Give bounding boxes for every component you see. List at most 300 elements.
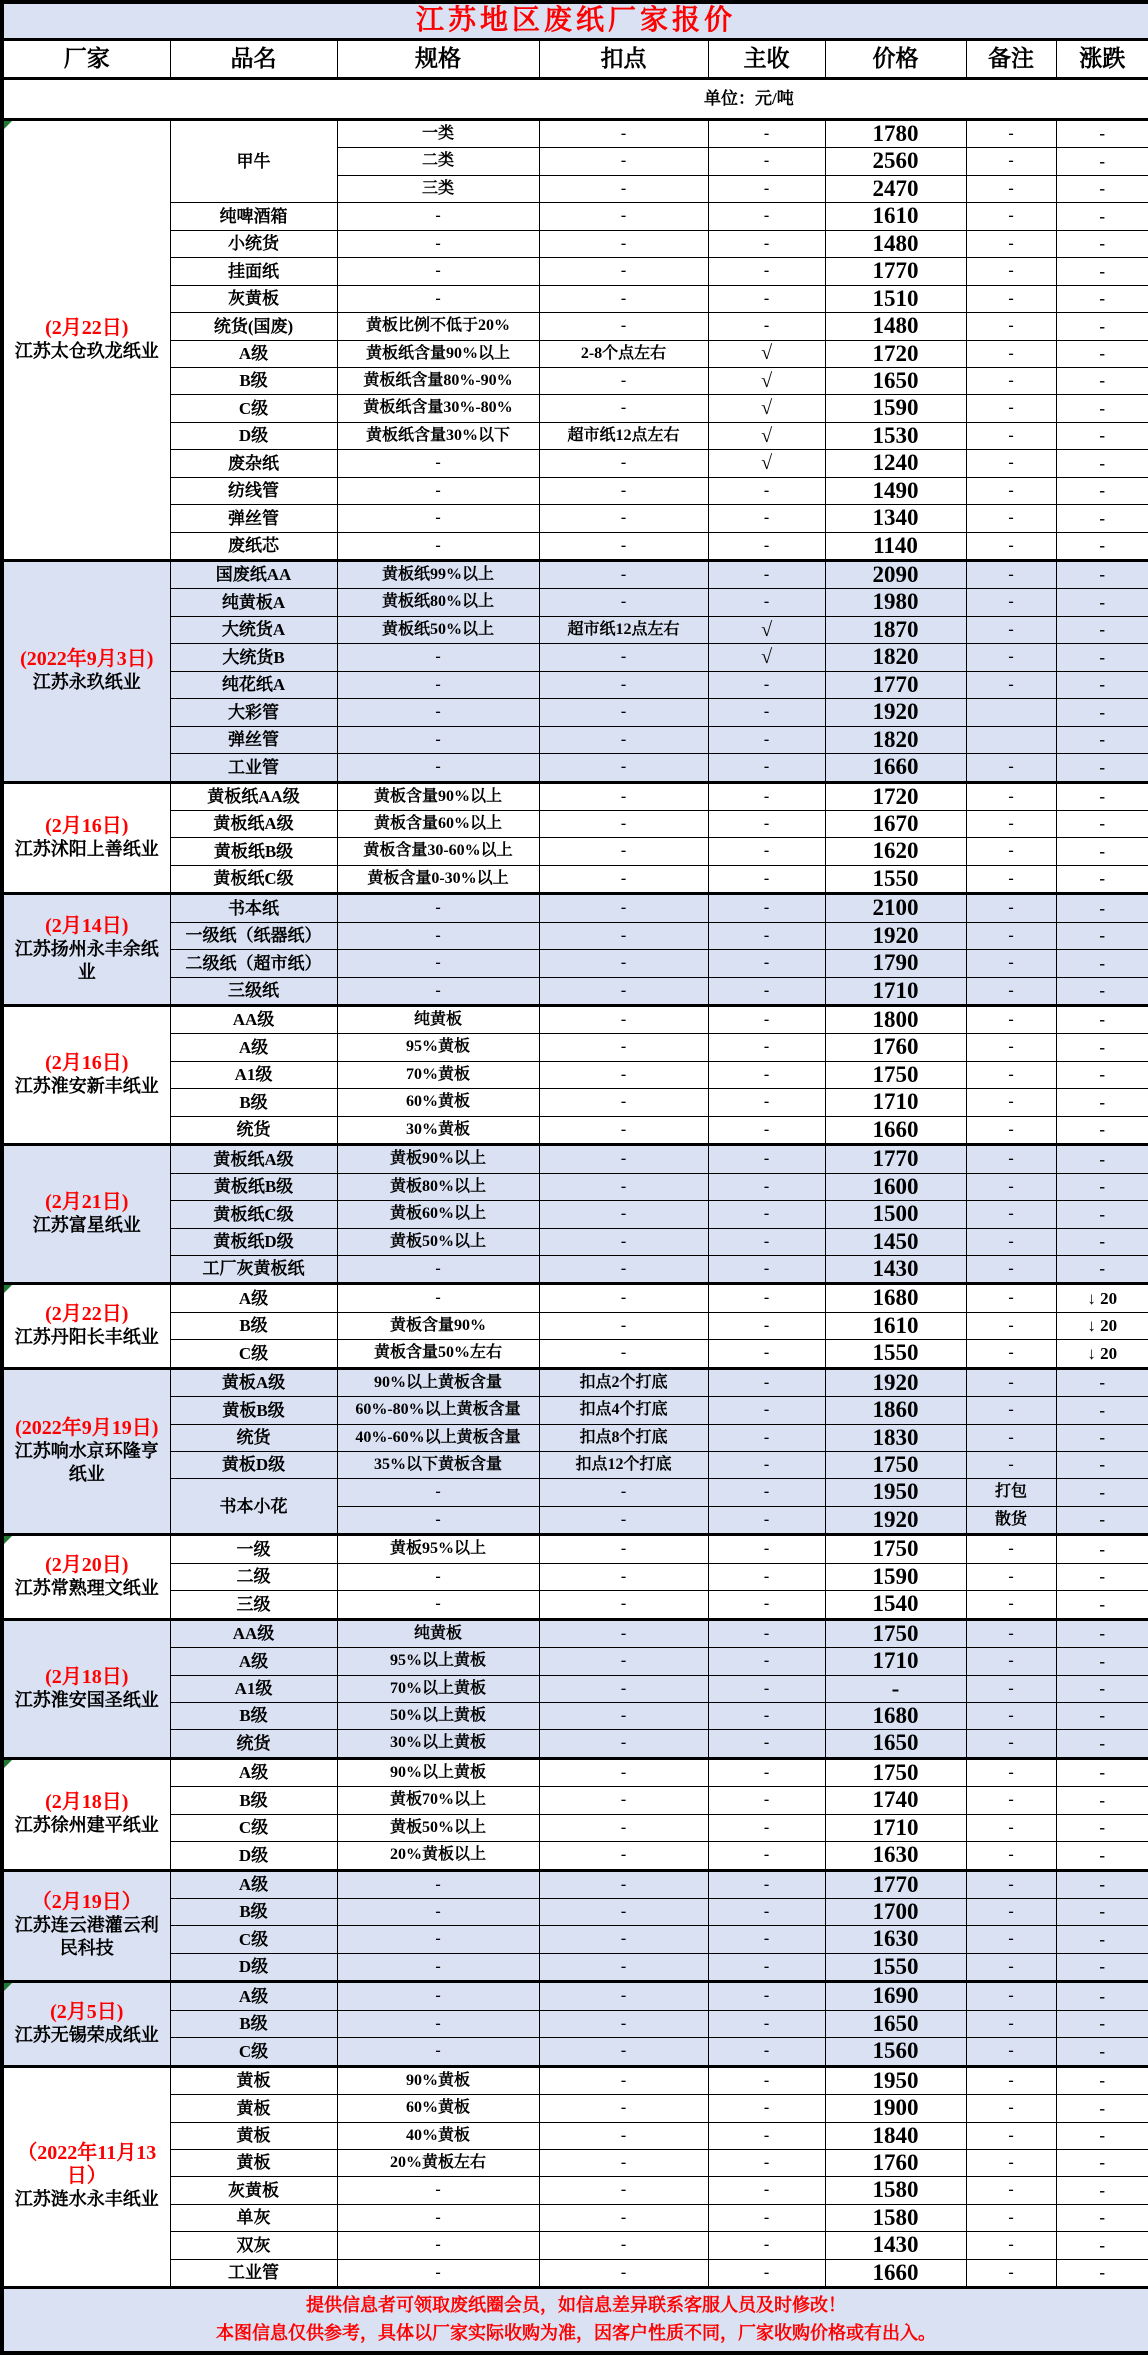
spec-cell: 黄板含量90%以上	[337, 782, 539, 810]
product-cell: 黄板	[170, 2122, 337, 2149]
main-collect-cell: -	[708, 2095, 825, 2122]
spec-cell: -	[337, 922, 539, 949]
deduction-cell: -	[539, 1758, 708, 1786]
factory-cell	[2, 1145, 170, 1284]
price-cell: 1140	[825, 532, 966, 560]
product-cell: B级	[170, 367, 337, 394]
change-cell: -	[1056, 1926, 1148, 1953]
price-cell: 1920	[825, 1368, 966, 1396]
change-cell: -	[1056, 1870, 1148, 1898]
price-cell: 1580	[825, 2177, 966, 2204]
price-cell: 1650	[825, 1730, 966, 1758]
price-cell: 1770	[825, 258, 966, 285]
deduction-cell: -	[539, 699, 708, 726]
main-collect-cell: -	[708, 1061, 825, 1088]
note-cell: 散货	[966, 1506, 1056, 1534]
change-cell: -	[1056, 505, 1148, 532]
main-collect-cell: -	[708, 1452, 825, 1479]
product-cell: A1级	[170, 1675, 337, 1702]
spec-cell: -	[337, 203, 539, 230]
factory-name: 江苏富星纸业	[32, 1215, 141, 1236]
note-cell: -	[966, 2010, 1056, 2037]
price-cell: 1920	[825, 1506, 966, 1534]
main-collect-cell: -	[708, 1675, 825, 1702]
price-cell: 1550	[825, 865, 966, 893]
deduction-cell: -	[539, 1648, 708, 1675]
col-header-product: 品名	[170, 40, 337, 79]
deduction-cell: -	[539, 2232, 708, 2259]
quote-row	[2, 1814, 1148, 1841]
product-cell: A1级	[170, 1061, 337, 1088]
product-cell: 小统货	[170, 230, 337, 257]
note-cell: -	[966, 838, 1056, 865]
quote-row	[2, 203, 1148, 230]
deduction-cell: 扣点4个打底	[539, 1397, 708, 1424]
deduction-cell: -	[539, 1340, 708, 1368]
factory-name: 江苏永玖纸业	[32, 672, 141, 693]
factory-name: 江苏连云港灌云利民科技	[14, 1915, 159, 1959]
product-cell: 黄板纸AA级	[170, 782, 337, 810]
price-cell: 1760	[825, 2149, 966, 2176]
product-cell: D级	[170, 1842, 337, 1870]
note-cell: -	[966, 120, 1056, 148]
factory-name: 江苏常熟理文纸业	[14, 1577, 159, 1598]
factory-name: 江苏沭阳上善纸业	[14, 838, 159, 859]
deduction-cell: -	[539, 838, 708, 865]
quote-row	[2, 1284, 1148, 1312]
price-cell: 1610	[825, 203, 966, 230]
change-cell: -	[1056, 1479, 1148, 1506]
main-collect-cell: -	[708, 2177, 825, 2204]
price-cell: -	[825, 1675, 966, 1702]
spec-cell: -	[337, 1506, 539, 1534]
product-cell: 统货	[170, 1730, 337, 1758]
main-collect-cell: -	[708, 894, 825, 922]
note-cell: -	[966, 561, 1056, 589]
note-cell: -	[966, 1089, 1056, 1116]
column-header-row	[2, 40, 1148, 79]
note-cell: -	[966, 1563, 1056, 1590]
change-cell: -	[1056, 1842, 1148, 1870]
product-cell: 黄板D级	[170, 1452, 337, 1479]
spec-cell: 黄板含量30-60%以上	[337, 838, 539, 865]
price-cell: 1710	[825, 1648, 966, 1675]
factory-name: 江苏涟水永丰纸业	[14, 2189, 159, 2210]
quote-row	[2, 1255, 1148, 1283]
spec-cell: 黄板含量60%以上	[337, 810, 539, 837]
deduction-cell: -	[539, 1284, 708, 1312]
spec-cell: 90%以上黄板	[337, 1758, 539, 1786]
change-cell: -	[1056, 1089, 1148, 1116]
factory-block	[2, 120, 1148, 561]
product-cell: B级	[170, 1787, 337, 1814]
spec-cell: 黄板纸含量30%-80%	[337, 395, 539, 422]
title-row	[2, 2, 1148, 40]
deduction-cell: -	[539, 1563, 708, 1590]
note-cell: -	[966, 1591, 1056, 1619]
note-cell: -	[966, 2204, 1056, 2231]
deduction-cell: -	[539, 1899, 708, 1926]
change-cell: -	[1056, 671, 1148, 698]
price-cell: 1590	[825, 1563, 966, 1590]
spec-cell: 纯黄板	[337, 1006, 539, 1034]
change-cell: -	[1056, 782, 1148, 810]
quote-row	[2, 505, 1148, 532]
price-cell: 1900	[825, 2095, 966, 2122]
product-cell: 统货(国废)	[170, 313, 337, 340]
note-cell: -	[966, 2177, 1056, 2204]
unit-cell	[2, 79, 1148, 120]
quote-date: (2022年9月19日)	[15, 1416, 159, 1439]
spec-cell: 黄板50%以上	[337, 1228, 539, 1255]
product-cell: 大统货A	[170, 616, 337, 643]
quote-row	[2, 1702, 1148, 1729]
price-cell: 1680	[825, 1702, 966, 1729]
product-cell: 弹丝管	[170, 505, 337, 532]
deduction-cell: -	[539, 644, 708, 671]
change-cell: -	[1056, 230, 1148, 257]
note-cell: -	[966, 1312, 1056, 1339]
price-cell: 1540	[825, 1591, 966, 1619]
change-cell: -	[1056, 2010, 1148, 2037]
price-cell: 1720	[825, 340, 966, 367]
price-cell: 1710	[825, 1089, 966, 1116]
main-collect-cell: -	[708, 810, 825, 837]
deduction-cell: -	[539, 230, 708, 257]
spec-cell: 70%以上黄板	[337, 1675, 539, 1702]
note-cell: -	[966, 671, 1056, 698]
quote-row	[2, 894, 1148, 922]
change-cell: -	[1056, 699, 1148, 726]
deduction-cell: -	[539, 2095, 708, 2122]
product-cell: A级	[170, 1034, 337, 1061]
change-cell: -	[1056, 1702, 1148, 1729]
spec-cell: -	[337, 894, 539, 922]
change-cell: -	[1056, 2232, 1148, 2259]
product-cell: 灰黄板	[170, 285, 337, 312]
quote-row	[2, 838, 1148, 865]
sheet-title-cell	[2, 2, 1148, 40]
deduction-cell: -	[539, 1173, 708, 1200]
product-cell: 统货	[170, 1116, 337, 1144]
main-collect-cell: -	[708, 1424, 825, 1451]
quote-row	[2, 2204, 1148, 2231]
product-cell: 书本纸	[170, 894, 337, 922]
price-cell: 1550	[825, 1340, 966, 1368]
factory-block	[2, 1619, 1148, 1758]
deduction-cell: -	[539, 313, 708, 340]
factory-name: 江苏丹阳长丰纸业	[14, 1326, 159, 1347]
quote-date: (2月20日)	[45, 1553, 129, 1576]
quote-row	[2, 422, 1148, 449]
change-cell: -	[1056, 2204, 1148, 2231]
deduction-cell: -	[539, 782, 708, 810]
quote-date: (2月16日)	[45, 1051, 129, 1074]
spec-cell: -	[337, 2010, 539, 2037]
change-cell: -	[1056, 532, 1148, 560]
deduction-cell: 扣点2个打底	[539, 1368, 708, 1396]
note-cell: -	[966, 1340, 1056, 1368]
product-cell: 黄板B级	[170, 1397, 337, 1424]
change-cell: -	[1056, 922, 1148, 949]
spec-cell: -	[337, 2177, 539, 2204]
quote-row	[2, 616, 1148, 643]
deduction-cell: -	[539, 1842, 708, 1870]
change-cell: -	[1056, 2038, 1148, 2066]
quote-row	[2, 2095, 1148, 2122]
price-cell: 1510	[825, 285, 966, 312]
spec-cell: -	[337, 726, 539, 753]
price-cell: 1860	[825, 1397, 966, 1424]
spec-cell: 黄板纸50%以上	[337, 616, 539, 643]
deduction-cell: -	[539, 532, 708, 560]
change-cell: -	[1056, 1255, 1148, 1283]
spec-cell: -	[337, 1870, 539, 1898]
price-cell: 1770	[825, 671, 966, 698]
spec-cell: -	[337, 230, 539, 257]
note-cell: -	[966, 1619, 1056, 1647]
price-cell: 1750	[825, 1535, 966, 1563]
note-cell: -	[966, 1535, 1056, 1563]
main-collect-cell: -	[708, 313, 825, 340]
quote-row	[2, 1145, 1148, 1173]
note-cell: -	[966, 1899, 1056, 1926]
spec-cell: -	[337, 2038, 539, 2066]
change-cell: -	[1056, 1228, 1148, 1255]
col-header-deduction: 扣点	[539, 40, 708, 79]
spec-cell: 60%黄板	[337, 1089, 539, 1116]
quote-row	[2, 313, 1148, 340]
price-cell: 1950	[825, 1479, 966, 1506]
spec-cell: -	[337, 532, 539, 560]
main-collect-cell: -	[708, 1397, 825, 1424]
factory-block	[2, 1145, 1148, 1284]
product-cell: 一级	[170, 1535, 337, 1563]
note-cell: -	[966, 450, 1056, 477]
change-cell: -	[1056, 1758, 1148, 1786]
product-cell: 挂面纸	[170, 258, 337, 285]
spec-cell: 95%以上黄板	[337, 1648, 539, 1675]
product-cell: 黄板纸A级	[170, 810, 337, 837]
deduction-cell: 扣点12个打底	[539, 1452, 708, 1479]
factory-block	[2, 1368, 1148, 1535]
price-cell: 1980	[825, 589, 966, 616]
product-cell: A级	[170, 1284, 337, 1312]
deduction-cell: -	[539, 120, 708, 148]
deduction-cell: -	[539, 1145, 708, 1173]
spec-cell: 黄板纸含量90%以上	[337, 340, 539, 367]
spec-cell: -	[337, 644, 539, 671]
deduction-cell: -	[539, 1006, 708, 1034]
factory-block	[2, 561, 1148, 783]
product-cell: C级	[170, 1814, 337, 1841]
quote-row	[2, 1787, 1148, 1814]
change-cell: -	[1056, 120, 1148, 148]
quote-row	[2, 285, 1148, 312]
deduction-cell: 2-8个点左右	[539, 340, 708, 367]
quote-row	[2, 1397, 1148, 1424]
quote-row	[2, 367, 1148, 394]
deduction-cell: -	[539, 561, 708, 589]
main-collect-cell: -	[708, 1730, 825, 1758]
price-cell: 1590	[825, 395, 966, 422]
product-cell: 弹丝管	[170, 726, 337, 753]
product-cell: 黄板	[170, 2149, 337, 2176]
deduction-cell: -	[539, 1089, 708, 1116]
spec-cell: 90%黄板	[337, 2066, 539, 2094]
change-cell: ↓ 20	[1056, 1284, 1148, 1312]
factory-block	[2, 1982, 1148, 2066]
spec-cell: -	[337, 699, 539, 726]
note-cell: -	[966, 313, 1056, 340]
quote-row	[2, 754, 1148, 782]
price-cell: 1770	[825, 1145, 966, 1173]
note-cell: -	[966, 203, 1056, 230]
note-cell: -	[966, 1006, 1056, 1034]
factory-cell	[2, 1535, 170, 1619]
change-cell: -	[1056, 313, 1148, 340]
spec-cell: 黄板纸含量30%以下	[337, 422, 539, 449]
deduction-cell: -	[539, 1619, 708, 1647]
note-cell: -	[966, 1284, 1056, 1312]
main-collect-cell: -	[708, 1953, 825, 1981]
deduction-cell: -	[539, 1034, 708, 1061]
product-cell: 黄板	[170, 2066, 337, 2094]
price-cell: 1690	[825, 1982, 966, 2010]
spec-cell: -	[337, 1926, 539, 1953]
change-cell: -	[1056, 1034, 1148, 1061]
spec-cell: 黄板纸80%以上	[337, 589, 539, 616]
main-collect-cell: -	[708, 1787, 825, 1814]
main-collect-cell: √	[708, 340, 825, 367]
main-collect-cell: -	[708, 1368, 825, 1396]
quote-date: (2月22日)	[45, 316, 129, 339]
quote-row	[2, 1452, 1148, 1479]
product-cell: 纺线管	[170, 477, 337, 504]
deduction-cell: -	[539, 1061, 708, 1088]
factory-name: 江苏淮安国圣纸业	[14, 1689, 159, 1710]
note-cell: -	[966, 810, 1056, 837]
note-cell: -	[966, 1034, 1056, 1061]
spec-cell: 黄板90%以上	[337, 1145, 539, 1173]
note-cell: -	[966, 1926, 1056, 1953]
spec-cell: 一类	[337, 120, 539, 148]
quote-row	[2, 1730, 1148, 1758]
main-collect-cell: -	[708, 1145, 825, 1173]
price-cell: 1750	[825, 1758, 966, 1786]
change-cell: -	[1056, 2259, 1148, 2287]
product-cell: C级	[170, 1926, 337, 1953]
change-cell: -	[1056, 810, 1148, 837]
quote-date: (2022年9月3日)	[20, 648, 154, 671]
price-cell: 1620	[825, 838, 966, 865]
deduction-cell: -	[539, 1255, 708, 1283]
note-cell: -	[966, 1116, 1056, 1144]
change-cell: -	[1056, 340, 1148, 367]
change-cell: -	[1056, 477, 1148, 504]
quote-row	[2, 120, 1148, 148]
change-cell: -	[1056, 422, 1148, 449]
change-cell: -	[1056, 1116, 1148, 1144]
change-cell: -	[1056, 1201, 1148, 1228]
price-cell: 1450	[825, 1228, 966, 1255]
price-cell: 1490	[825, 477, 966, 504]
factory-cell	[2, 894, 170, 1006]
spec-cell: 60%-80%以上黄板含量	[337, 1397, 539, 1424]
price-cell: 1950	[825, 2066, 966, 2094]
factory-block	[2, 894, 1148, 1006]
quote-row	[2, 922, 1148, 949]
change-cell: -	[1056, 838, 1148, 865]
quote-row	[2, 2066, 1148, 2094]
product-cell: 废纸芯	[170, 532, 337, 560]
change-cell: ↓ 20	[1056, 1340, 1148, 1368]
product-cell: 二级纸（超市纸）	[170, 950, 337, 977]
change-cell: -	[1056, 616, 1148, 643]
main-collect-cell: -	[708, 1870, 825, 1898]
quote-date: (2月14日)	[45, 914, 129, 937]
price-cell: 1800	[825, 1006, 966, 1034]
price-cell: 1710	[825, 977, 966, 1005]
deduction-cell: -	[539, 589, 708, 616]
spec-cell: -	[337, 477, 539, 504]
main-collect-cell: -	[708, 838, 825, 865]
product-cell: B级	[170, 1899, 337, 1926]
quote-row	[2, 395, 1148, 422]
note-cell: -	[966, 589, 1056, 616]
note-cell: -	[966, 1758, 1056, 1786]
note-cell: -	[966, 2066, 1056, 2094]
quote-row	[2, 340, 1148, 367]
product-cell: 工业管	[170, 754, 337, 782]
main-collect-cell: -	[708, 782, 825, 810]
factory-cell	[2, 120, 170, 561]
main-collect-cell: -	[708, 1034, 825, 1061]
quote-row	[2, 2122, 1148, 2149]
price-cell: 1560	[825, 2038, 966, 2066]
quote-row	[2, 477, 1148, 504]
deduction-cell: -	[539, 2010, 708, 2037]
spec-cell: 黄板含量0-30%以上	[337, 865, 539, 893]
main-collect-cell: -	[708, 1842, 825, 1870]
product-cell: 国废纸AA	[170, 561, 337, 589]
note-cell: 打包	[966, 1479, 1056, 1506]
quote-row	[2, 1675, 1148, 1702]
quote-row	[2, 1758, 1148, 1786]
note-cell: -	[966, 340, 1056, 367]
price-cell: 1780	[825, 120, 966, 148]
note-cell: -	[966, 950, 1056, 977]
main-collect-cell: -	[708, 258, 825, 285]
change-cell: -	[1056, 1730, 1148, 1758]
main-collect-cell: -	[708, 1116, 825, 1144]
main-collect-cell: √	[708, 395, 825, 422]
main-collect-cell: -	[708, 1899, 825, 1926]
product-cell: 三级	[170, 1591, 337, 1619]
deduction-cell: -	[539, 894, 708, 922]
note-cell: -	[966, 2095, 1056, 2122]
deduction-cell: -	[539, 754, 708, 782]
quote-row	[2, 782, 1148, 810]
spec-cell: -	[337, 1284, 539, 1312]
product-cell: 纯黄板A	[170, 589, 337, 616]
product-cell: C级	[170, 1340, 337, 1368]
spec-cell: 70%黄板	[337, 1061, 539, 1088]
quote-row	[2, 1173, 1148, 1200]
deduction-cell: -	[539, 671, 708, 698]
main-collect-cell: -	[708, 1814, 825, 1841]
main-collect-cell: -	[708, 1089, 825, 1116]
